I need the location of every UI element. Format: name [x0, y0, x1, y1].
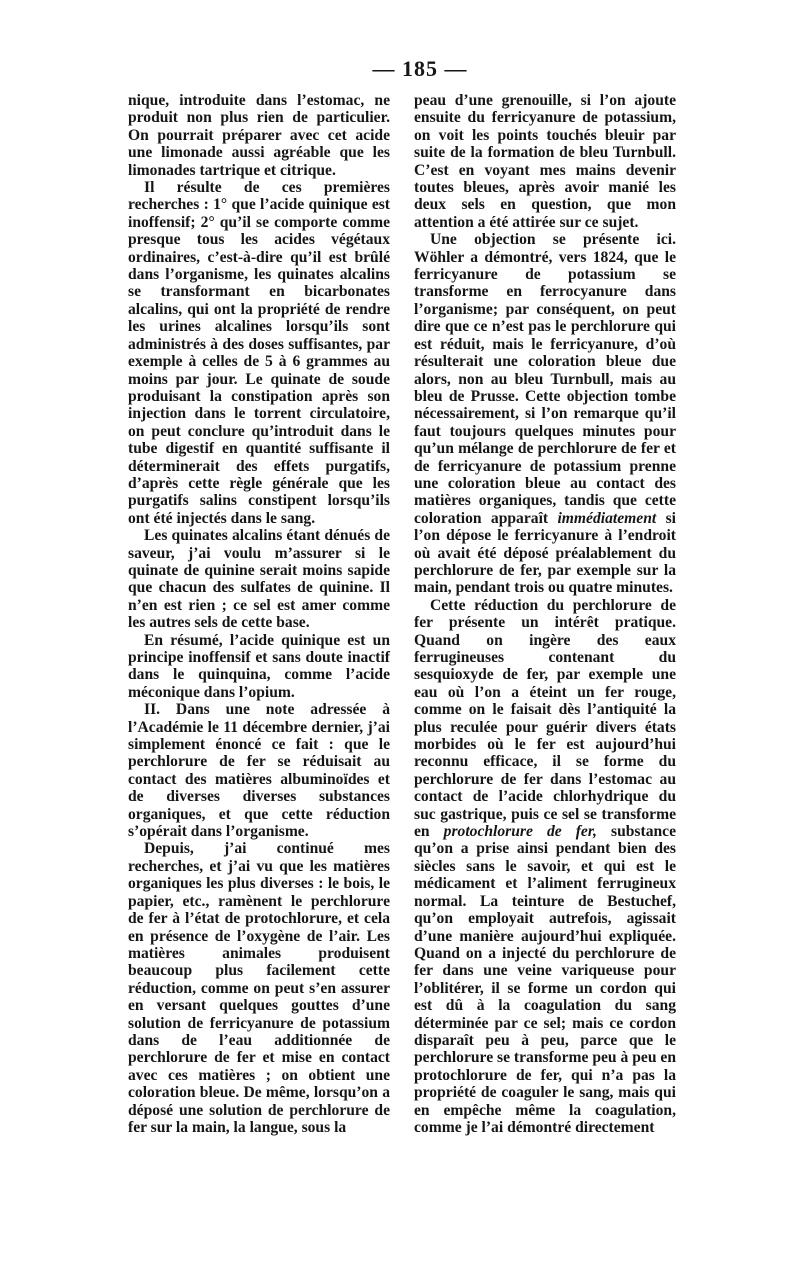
emphasis-text: immédiatement: [557, 509, 657, 527]
paragraph: II. Dans une note adressée à l’Académie le 11 décembre dernier, j’ai simplement énoncé ce fait : que le perchlorure de fer se réduisait au contact des matières albuminoïdes et de diverses diverses substances organiques, et que cette réduction s’opérait dans l’organisme.: [128, 701, 390, 841]
paragraph: [414, 597, 676, 1137]
paragraph: Depuis, j’ai continué mes recherches, et j’ai vu que les matières organiques les plus diverses : le bois, le papier, etc., ramènent le perchlorure de fer à l’état de protochlorure, et cela en présence de l’oxygène de l’air. Les matières animales produisent beaucoup plus facilement cette réduction, comme on peut s’en assurer en versant quelques gouttes d’une solution de ferricyanure de potassium dans de l’eau additionnée de perchlorure de fer et mise en contact avec ces matières ; on obtient une coloration bleue. De même, lorsqu’on a déposé une solution de perchlorure de fer sur la main, la langue, sous la: [128, 840, 390, 1136]
paragraph: peau d’une grenouille, si l’on ajoute ensuite du ferricyanure de potassium, on voit les points touchés bleuir par suite de la formation de bleu Turnbull. C’est en voyant mes mains devenir toutes bleues, après avoir manié les deux sels en question, que mon attention a été attirée sur ce sujet.: [414, 92, 676, 231]
paragraph: nique, introduite dans l’estomac, ne produit non plus rien de particulier. On pourrait préparer avec cet acide une limonade aussi agréable que les limonades tartrique et citrique.: [128, 92, 390, 179]
left-column: [128, 92, 390, 1136]
text-run: si l’on dépose le ferricyanure à l’endroit où avait été déposé préalablement du perchlorure de fer, par exemple sur la main, pendant trois ou quatre minutes.: [414, 509, 676, 597]
text-run: Cette réduction du perchlorure de fer présente un intérêt pratique. Quand on ingère des eaux ferrugineuses contenant du sesquioxyde de fer, par exemple une eau où l’on a éteint un fer rouge, comme on le faisait dès l’antiquité la plus reculée pour guérir divers états morbides où le fer est aujourd’hui reconnu efficace, il se forme du perchlorure de fer dans l’estomac au contact de l’acide chlorhydrique du suc gastrique, puis ce sel se transforme en: [414, 596, 676, 841]
text-run: Une objection se présente ici. Wöhler a démontré, vers 1824, que le ferricyanure de potassium se transforme en ferrocyanure dans l’organisme; par conséquent, on peut dire que ce n’est pas le perchlorure qui est réduit, mais le ferricyanure, d’où résulterait une coloration bleue due alors, non au bleu Turnbull, mais au bleu de Prusse. Cette objection tombe nécessairement, si l’on remarque qu’il faut toujours quelques minutes pour qu’un mélange de perchlorure de fer et de ferricyanure de potassium prenne une coloration bleue au contact des matières organiques, tandis que cette coloration apparaît: [414, 231, 676, 527]
right-column: [414, 92, 676, 1136]
text-run: substance qu’on a prise ainsi pendant bien des siècles sans le savoir, et qui est le médicament et l’aliment ferrugineux normal. La teinture de Bestuchef, qu’on employait autrefois, agissait d’une manière aujourd’hui expliquée. Quand on a injecté du perchlorure de fer dans une veine variqueuse pour l’oblitérer, il se forme un cordon qui est dû à la coagulation du sang déterminée par ce sel; mais ce cordon disparaît peu à peu, parce que le perchlorure se transforme peu à peu en protochlorure de fer, qui n’a pas la propriété de coaguler le sang, mais qui en empêche même la coagulation, comme je l’ai démontré directement: [414, 823, 677, 1136]
paragraph: [414, 231, 676, 597]
page-number-header: — 185 —: [372, 56, 468, 81]
paragraph: En résumé, l’acide quinique est un principe inoffensif et sans doute inactif dans le quinquina, comme l’acide méconique dans l’opium.: [128, 631, 390, 701]
paragraph: Il résulte de ces premières recherches : 1° que l’acide quinique est inoffensif; 2° qu’il se comporte comme presque tous les acides végétaux ordinaires, c’est-à-dire qu’il est brûlé dans l’organisme, les quinates alcalins se transformant en bicarbonates alcalins, qui ont la propriété de rendre les urines alcalines lorsqu’ils sont administrés à des doses suffisantes, par exemple à celles de 5 à 6 grammes au moins par jour. Le quinate de soude produisant la constipation après son injection dans le torrent circulatoire, on peut conclure qu’introduit dans le tube digestif en quantité suffisante il déterminerait des effets purgatifs, d’après cette règle générale que les purgatifs salins constipent lorsqu’ils ont été injectés dans le sang.: [128, 179, 390, 527]
paragraph: Les quinates alcalins étant dénués de saveur, j’ai voulu m’assurer si le quinate de quinine serait moins sapide que chacun des sulfates de quinine. Il n’en est rien ; ce sel est amer comme les autres sels de cette base.: [128, 527, 390, 632]
emphasis-text: protochlorure de fer,: [443, 823, 597, 841]
